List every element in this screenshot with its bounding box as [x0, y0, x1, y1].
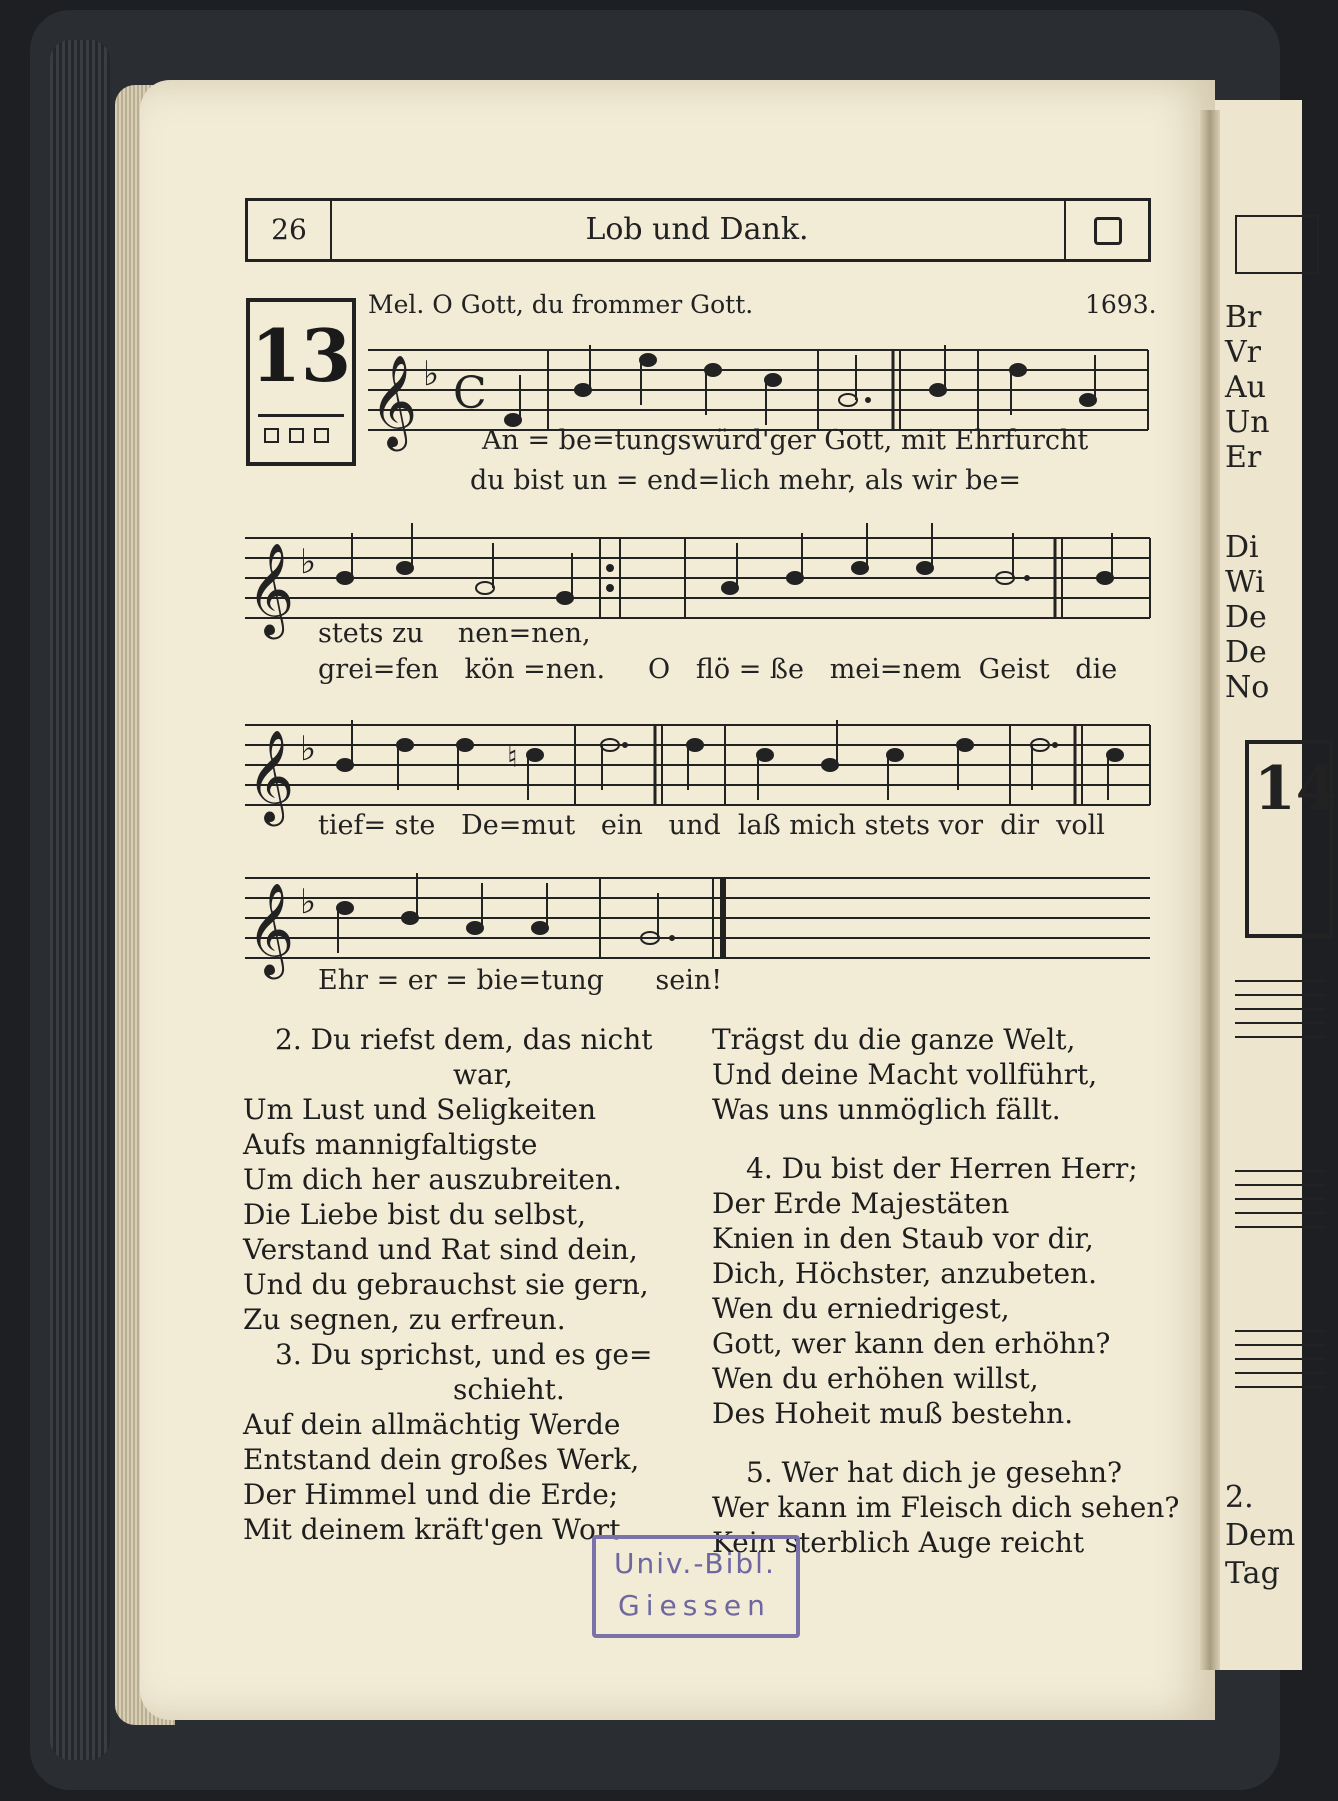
verse-line: Der Himmel und die Erde;: [243, 1478, 619, 1511]
hymn-number-box: [246, 298, 356, 466]
verse-line: Die Liebe bist du selbst,: [243, 1198, 586, 1231]
verse-column-left: [243, 1022, 652, 1547]
page-number: 26: [248, 201, 332, 259]
adjacent-staff: [1235, 980, 1325, 1040]
music-staff-4: [245, 868, 1150, 975]
verse-line: Zu segnen, zu erfreun.: [243, 1303, 566, 1336]
page-header: [245, 198, 1151, 262]
verse-line: Dich, Höchster, anzubeten.: [712, 1257, 1097, 1290]
verse-line: Kein sterblich Auge reicht: [712, 1526, 1085, 1559]
adjacent-text: Au: [1225, 370, 1266, 405]
svg-text:♭: ♭: [300, 882, 317, 922]
verse-line: Verstand und Rat sind dein,: [243, 1233, 638, 1266]
verse-line: 5. Wer hat dich je gesehn?: [746, 1456, 1123, 1489]
stamp-line-2: Giessen: [618, 1589, 771, 1622]
page-gutter: [1200, 110, 1220, 1670]
adjacent-page: [1215, 100, 1338, 1670]
verse-line: Knien in den Staub vor dir,: [712, 1222, 1094, 1255]
verse-line: Der Erde Majestäten: [712, 1187, 1010, 1220]
svg-text:𝄞: 𝄞: [370, 354, 418, 447]
square-mark-icon: [264, 428, 279, 443]
adjacent-hymn-box: [1245, 740, 1338, 938]
verse-line: war,: [453, 1058, 513, 1091]
lyric-line-2: du bist un = end=lich mehr, als wir be=: [470, 465, 1022, 496]
verse-column-right: [712, 1022, 1179, 1560]
verse-line: Gott, wer kann den erhöhn?: [712, 1327, 1111, 1360]
verse-line: Aufs mannigfaltigste: [243, 1128, 538, 1161]
verse-line: schieht.: [453, 1373, 565, 1406]
verse-line: Entstand dein großes Werk,: [243, 1443, 640, 1476]
verse-line: Um Lust und Seligkeiten: [243, 1093, 597, 1126]
hymn-marks: [258, 414, 344, 453]
adjacent-text: Un: [1225, 405, 1270, 440]
svg-text:♭: ♭: [423, 354, 440, 394]
svg-text:𝄞: 𝄞: [247, 882, 295, 975]
svg-text:𝄞: 𝄞: [247, 542, 295, 635]
adjacent-text: Wi: [1225, 565, 1265, 600]
music-staff-3: [245, 715, 1150, 822]
lyric-line-5: tief= ste De=mut ein und laß mich stets vor dir voll: [318, 810, 1105, 841]
adjacent-text: De: [1225, 600, 1267, 635]
verse-line: Trägst du die ganze Welt,: [712, 1023, 1076, 1056]
adjacent-staff: [1235, 1170, 1325, 1230]
svg-text:♭: ♭: [300, 542, 317, 582]
adjacent-text: Dem: [1225, 1518, 1296, 1553]
verse-line: Wen du erhöhen willst,: [712, 1362, 1039, 1395]
adjacent-staff: [1235, 1330, 1325, 1390]
adjacent-hymn-number: 14: [1254, 754, 1338, 824]
adjacent-text: Di: [1225, 530, 1259, 565]
verse-line: Des Hoheit muß bestehn.: [712, 1397, 1074, 1430]
adjacent-text: De: [1225, 635, 1267, 670]
verse-line: 2. Du riefst dem, das nicht: [275, 1023, 653, 1056]
svg-text:𝄞: 𝄞: [247, 729, 295, 822]
verse-line: Was uns unmöglich fällt.: [712, 1093, 1061, 1126]
adjacent-text: Er: [1225, 440, 1262, 475]
adjacent-header-box: [1235, 215, 1319, 274]
page-title: Lob und Dank.: [585, 212, 809, 247]
lyric-line-3: stets zu nen=nen,: [318, 618, 591, 649]
square-mark-icon: [289, 428, 304, 443]
verse-line: Auf dein allmächtig Werde: [243, 1408, 621, 1441]
verse-line: Mit deinem kräft'gen Wort: [243, 1513, 621, 1546]
lyric-line-1: An = be=tungswürd'ger Gott, mit Ehrfurcht: [482, 425, 1089, 456]
verse-line: Wen du erniedrigest,: [712, 1292, 1010, 1325]
hymn-number: 13: [250, 313, 352, 398]
adjacent-text: Tag: [1225, 1556, 1280, 1591]
adjacent-text: No: [1225, 670, 1270, 705]
svg-text:♮: ♮: [507, 740, 518, 775]
square-mark-icon: [314, 428, 329, 443]
verse-line: Und deine Macht vollführt,: [712, 1058, 1098, 1091]
lyric-line-4: grei=fen kön =nen. O flö = ße mei=nem Geist die: [318, 654, 1118, 685]
verse-line: 4. Du bist der Herren Herr;: [746, 1152, 1138, 1185]
svg-text:C: C: [453, 368, 487, 419]
square-icon: [1094, 217, 1122, 245]
verse-line: Wer kann im Fleisch dich sehen?: [712, 1491, 1180, 1524]
stamp-line-1: Univ.-Bibl.: [614, 1547, 776, 1580]
verse-line: Und du gebrauchst sie gern,: [243, 1268, 649, 1301]
adjacent-text: 2.: [1225, 1480, 1254, 1515]
adjacent-text: Vr: [1225, 335, 1262, 370]
verse-line: Um dich her auszubreiten.: [243, 1163, 622, 1196]
svg-text:♭: ♭: [300, 729, 317, 769]
verse-line: 3. Du sprichst, und es ge=: [275, 1338, 653, 1371]
hymn-year: 1693.: [1085, 290, 1157, 319]
lyric-line-6: Ehr = er = bie=tung sein!: [318, 965, 723, 996]
adjacent-text: Br: [1225, 300, 1262, 335]
melody-line: Mel. O Gott, du frommer Gott.: [368, 290, 754, 319]
header-square-box: [1064, 201, 1148, 259]
library-stamp: [592, 1535, 800, 1638]
